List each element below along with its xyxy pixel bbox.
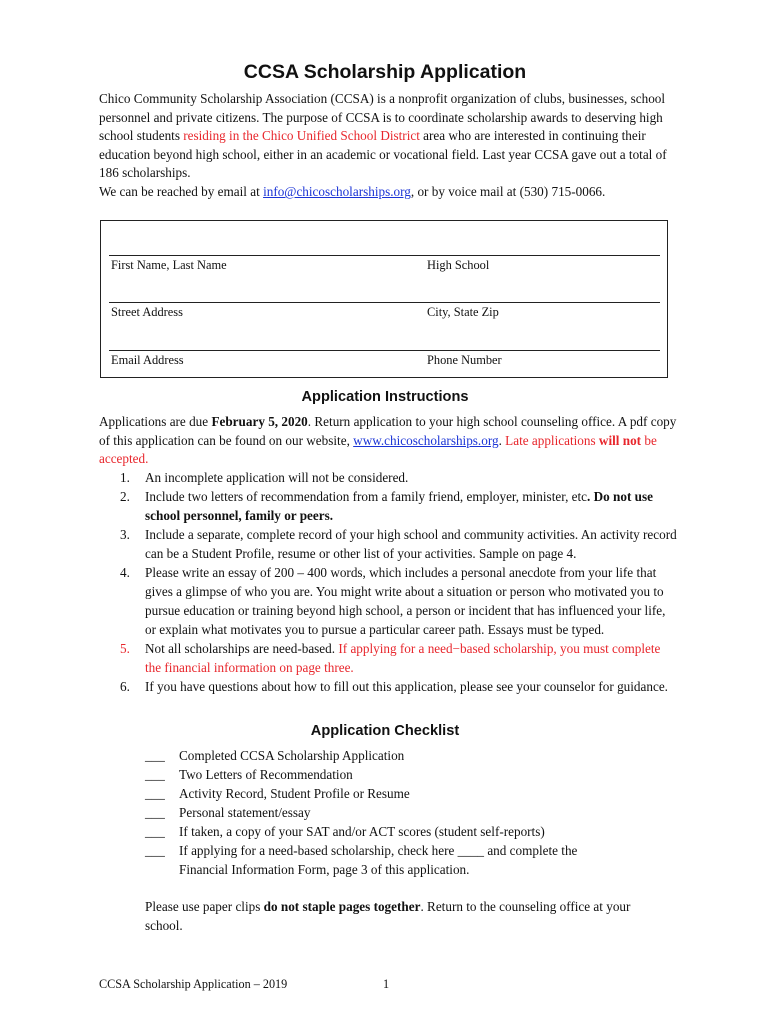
checklist-item <box>145 841 625 879</box>
page-number: 1 <box>383 977 390 991</box>
due-text: Applications are due <box>99 414 212 429</box>
late-text-end: be accepted. <box>99 432 657 467</box>
email-line[interactable] <box>109 350 660 351</box>
email-address-label: Email Address <box>111 353 184 367</box>
list-item-text: If you have questions about how to fill out this application, please see your counselor for guidance. <box>145 679 668 694</box>
intro-paragraph <box>99 90 679 202</box>
instructions-list <box>99 468 679 696</box>
checklist-item-text: If applying for a need-based scholarship, check here ____ and complete the Financial Information Form, page 3 of this application. <box>179 843 578 877</box>
list-item-number: 1. <box>120 470 130 485</box>
check-blank[interactable]: ___ <box>145 748 165 763</box>
website-link[interactable]: www.chicoscholarships.org <box>353 432 499 448</box>
first-last-name-label: First Name, Last Name <box>111 258 227 272</box>
intro-text: Chico Community Scholarship Association (CCSA) is a nonprofit organization of clubs, businesses, school personnel and private citizens. The purpose of CCSA is to coordinate scholarship awards to deserving high school students <box>99 91 666 144</box>
due-text-continued: . Return application to your high school counseling office. A pdf copy of this application can be found on our website, <box>99 414 677 448</box>
contact-text-end: , or by voice mail at (530) 715-0066. <box>410 183 606 199</box>
check-blank[interactable]: ___ <box>145 767 165 782</box>
high-school-label: High School <box>427 258 490 272</box>
intro-text-continued: area who are interested in continuing their education beyond high school, either in an academic or vocational field. Last year CCSA gave out a total of 186 scholarships. <box>99 128 667 181</box>
checklist-item <box>145 803 625 822</box>
list-item <box>99 639 679 677</box>
period: . <box>498 432 502 448</box>
due-paragraph <box>99 413 679 469</box>
staple-note <box>145 897 665 935</box>
instructions-heading: Application Instructions <box>301 389 469 405</box>
checklist-item <box>145 746 625 765</box>
list-item-number: 2. <box>120 489 130 504</box>
list-item-text: Include two letters of recommendation from a family friend, employer, minister, etc <box>145 489 588 504</box>
city-state-zip-label: City, State Zip <box>427 305 499 319</box>
check-blank[interactable]: ___ <box>145 786 165 801</box>
check-blank[interactable]: ___ <box>145 843 165 858</box>
checklist-item <box>145 765 625 784</box>
staple-note-text: Please use paper clips <box>145 899 264 914</box>
list-item-text: An incomplete application will not be considered. <box>145 470 409 485</box>
checklist-item-text: Activity Record, Student Profile or Resume <box>179 786 410 801</box>
list-item-number: 6. <box>120 679 130 694</box>
list-item <box>99 563 679 639</box>
check-blank[interactable]: ___ <box>145 824 165 839</box>
list-item-text: Please write an essay of 200 – 400 words, which includes a personal anecdote from your life that gives a glimpse of who you are. You might write about a situation or person who motivated you to pursue education or training beyond high school, a person or incident that has influenced your life, or explain what motivates you to pursue a particular career path. Essays must be typed. <box>145 565 666 637</box>
checklist <box>145 746 625 879</box>
phone-number-label: Phone Number <box>427 353 502 367</box>
contact-text: We can be reached by email at <box>99 183 264 199</box>
list-item-bold-text: . Do not use school personnel, family or peers. <box>145 489 653 523</box>
list-item-text: Include a separate, complete record of your high school and community activities. An activity record can be a Student Profile, resume or other list of your activities. Sample on page 4. <box>145 527 677 561</box>
list-item-number: 4. <box>120 565 130 580</box>
staple-note-bold: do not staple pages together <box>263 899 421 914</box>
intro-district-text: residing in the Chico Unified School District <box>183 128 420 144</box>
page-title: CCSA Scholarship Application <box>243 61 527 83</box>
address-line[interactable] <box>109 302 660 303</box>
list-item <box>99 525 679 563</box>
email-link[interactable]: info@chicoscholarships.org <box>263 183 411 199</box>
list-item-number: 5. <box>120 641 130 656</box>
name-line[interactable] <box>109 255 660 256</box>
checklist-item-text: Completed CCSA Scholarship Application <box>179 748 405 763</box>
checklist-item <box>145 822 625 841</box>
checklist-item-text: If taken, a copy of your SAT and/or ACT scores (student self-reports) <box>179 824 545 839</box>
due-date: February 5, 2020 <box>211 414 308 429</box>
list-item <box>99 468 679 487</box>
list-item-number: 3. <box>120 527 130 542</box>
late-bold-text: will not <box>598 432 642 448</box>
list-item-text: Not all scholarships are need-based. <box>145 641 339 656</box>
late-text: Late applications <box>501 432 599 448</box>
street-address-label: Street Address <box>111 305 183 319</box>
checklist-heading: Application Checklist <box>310 723 460 739</box>
list-item <box>99 487 679 525</box>
checklist-item-text: Two Letters of Recommendation <box>179 767 353 782</box>
checklist-item-text: Personal statement/essay <box>179 805 311 820</box>
footer-title: CCSA Scholarship Application – 2019 <box>99 977 288 991</box>
list-item-red-text: If applying for a need−based scholarship, you must complete the financial information on page three. <box>145 641 661 675</box>
applicant-info-box <box>100 220 668 378</box>
staple-note-text-end: . Return to the counseling office at your school. <box>145 899 631 933</box>
checklist-item <box>145 784 625 803</box>
list-item <box>99 677 679 696</box>
check-blank[interactable]: ___ <box>145 805 165 820</box>
